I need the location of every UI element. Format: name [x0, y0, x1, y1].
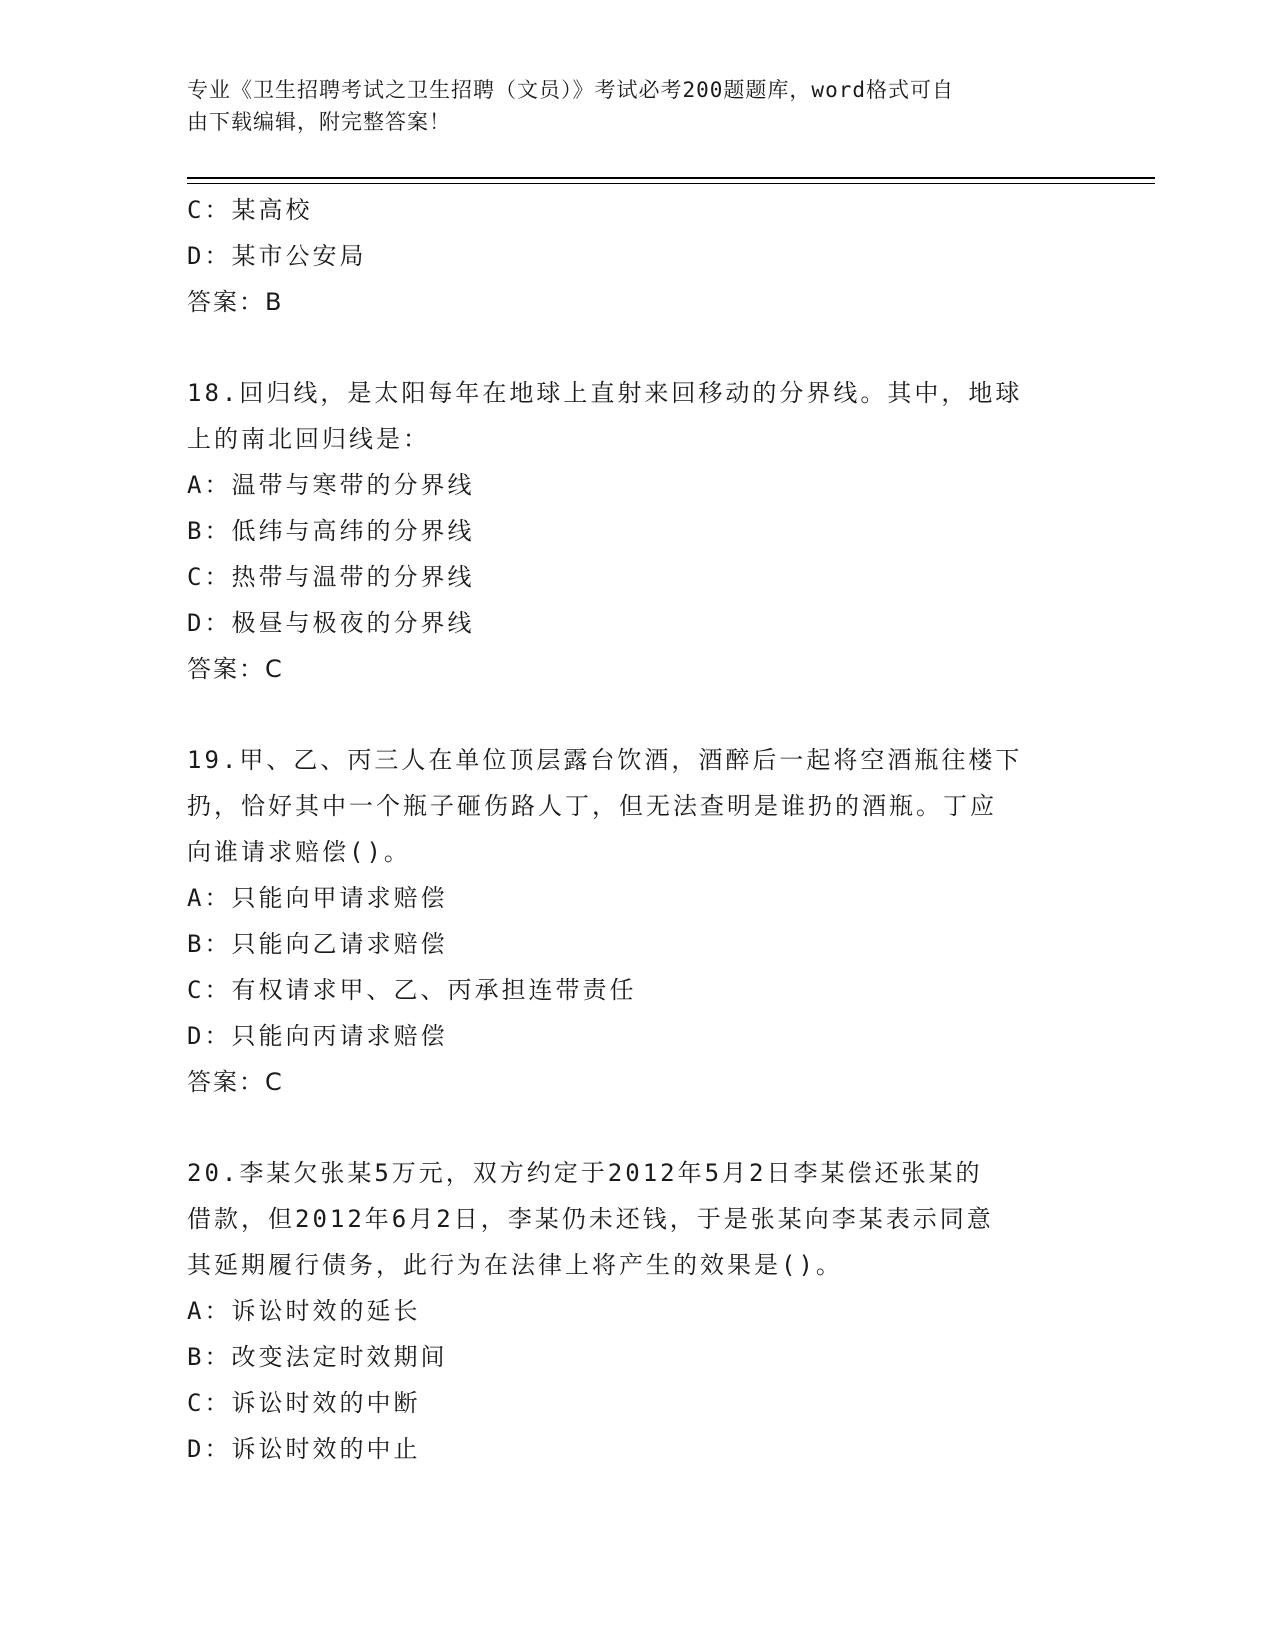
question-stem-line: 借款，但2012年6月2日，李某仍未还钱，于是张某向李某表示同意: [187, 1205, 994, 1233]
option-c: C：诉讼时效的中断: [187, 1389, 421, 1417]
document-header: [187, 74, 1067, 138]
question-stem-line: 20.李某欠张某5万元，双方约定于2012年5月2日李某偿还张某的: [187, 1159, 983, 1187]
question-20: [187, 1150, 1087, 1472]
question-19: [187, 737, 1087, 1105]
question-stem-line: 其延期履行债务，此行为在法律上将产生的效果是()。: [187, 1251, 843, 1279]
question-stem-line: 18.回归线，是太阳每年在地球上直射来回移动的分界线。其中，地球: [187, 379, 1023, 407]
header-line-1: 专业《卫生招聘考试之卫生招聘（文员）》考试必考200题题库，word格式可自: [187, 78, 954, 102]
header-divider-thin: [187, 183, 1155, 184]
option-d: D：只能向丙请求赔偿: [187, 1022, 448, 1050]
option-c: C：热带与温带的分界线: [187, 563, 475, 591]
question-list: [187, 187, 1087, 1472]
question-stem-line: 扔，恰好其中一个瓶子砸伤路人丁，但无法查明是谁扔的酒瓶。丁应: [187, 792, 997, 820]
question-stem-line: 上的南北回归线是：: [187, 425, 430, 453]
option-d: D：某市公安局: [187, 242, 367, 270]
question-gap: [187, 1105, 1087, 1150]
option-d: D：极昼与极夜的分界线: [187, 609, 475, 637]
option-b: B：只能向乙请求赔偿: [187, 930, 448, 958]
question-gap: [187, 325, 1087, 370]
option-c: C：有权请求甲、乙、丙承担连带责任: [187, 976, 637, 1004]
option-a: A：温带与寒带的分界线: [187, 471, 475, 499]
header-divider-thick: [187, 177, 1155, 179]
option-b: B：改变法定时效期间: [187, 1343, 448, 1371]
answer-line: 答案：C: [187, 655, 284, 683]
question-17-tail: [187, 187, 1087, 325]
option-b: B：低纬与高纬的分界线: [187, 517, 475, 545]
option-d: D：诉讼时效的中止: [187, 1435, 421, 1463]
question-18: [187, 370, 1087, 692]
option-c: C：某高校: [187, 196, 313, 224]
question-gap: [187, 692, 1087, 737]
option-a: A：只能向甲请求赔偿: [187, 884, 448, 912]
option-a: A：诉讼时效的延长: [187, 1297, 421, 1325]
answer-line: 答案：C: [187, 1068, 284, 1096]
header-line-2: 由下载编辑，附完整答案！: [187, 110, 451, 134]
question-stem-line: 19.甲、乙、丙三人在单位顶层露台饮酒，酒醉后一起将空酒瓶往楼下: [187, 746, 1023, 774]
question-stem-line: 向谁请求赔偿()。: [187, 838, 411, 866]
answer-line: 答案：B: [187, 288, 284, 316]
